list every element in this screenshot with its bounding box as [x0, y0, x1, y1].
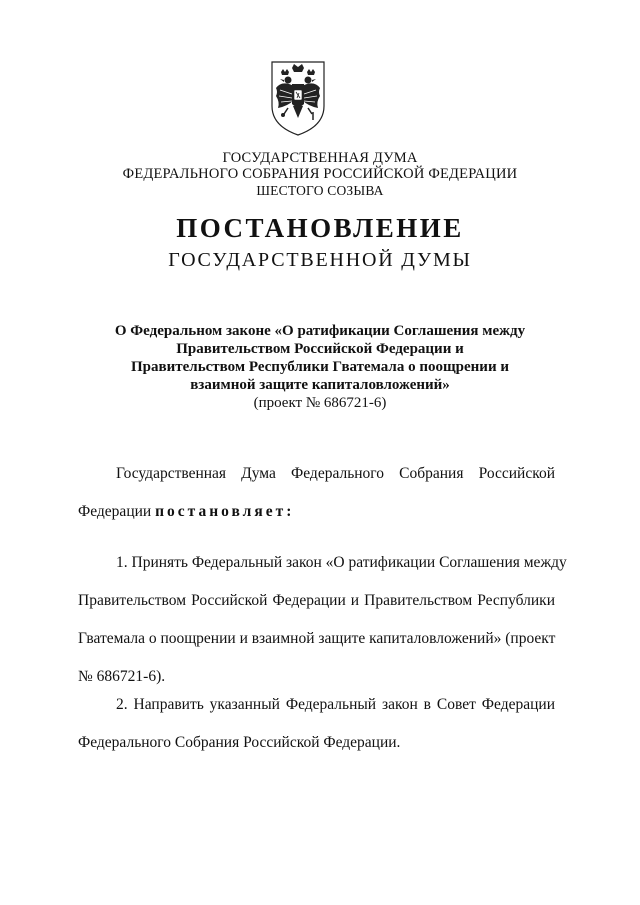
- document-subtitle: ГОСУДАРСТВЕННОЙ ДУМЫ: [168, 249, 472, 271]
- header-line-1: ГОСУДАРСТВЕННАЯ ДУМА: [222, 150, 418, 166]
- document-title: ПОСТАНОВЛЕНИЕ: [176, 213, 464, 243]
- intro-paragraph: [78, 455, 555, 531]
- item-1-line-2: Правительством Российской Федерации и Правительством Республики: [78, 592, 555, 609]
- resolves-word: постановляет:: [155, 503, 295, 520]
- item-1-line-1: 1. Принять Федеральный закон «О ратификации Соглашения между: [116, 554, 567, 571]
- item-2-paragraph: [78, 686, 555, 762]
- item-2-line-1: 2. Направить указанный Федеральный закон в Совет Федерации: [116, 696, 555, 713]
- header-line-2: ФЕДЕРАЛЬНОГО СОБРАНИЯ РОССИЙСКОЙ ФЕДЕРАЦИИ: [122, 166, 518, 182]
- subject-line-4: взаимной защите капиталовложений»: [190, 377, 450, 393]
- intro-line-2: [78, 493, 555, 531]
- subject-line-3: Правительством Республики Гватемала о поощрении и: [131, 359, 509, 375]
- item-2-line-2: Федерального Собрания Российской Федерации.: [78, 734, 401, 751]
- item-1-paragraph: [78, 544, 567, 696]
- intro-line-1: Государственная Дума Федерального Собрания Российской: [116, 465, 555, 482]
- item-1-line-4: № 686721-6).: [78, 668, 166, 685]
- intro-line-2-text: Федерации: [78, 503, 156, 520]
- subject-block: [90, 322, 550, 412]
- project-number: (проект № 686721-6): [253, 395, 387, 411]
- double-headed-eagle-emblem-icon: [268, 58, 328, 138]
- header-line-3: ШЕСТОГО СОЗЫВА: [256, 183, 384, 198]
- subject-line-2: Правительством Российской Федерации и: [176, 341, 464, 357]
- subject-line-1: О Федеральном законе «О ратификации Соглашения между: [114, 323, 526, 339]
- item-1-line-3: Гватемала о поощрении и взаимной защите капиталовложений» (проект: [78, 630, 556, 647]
